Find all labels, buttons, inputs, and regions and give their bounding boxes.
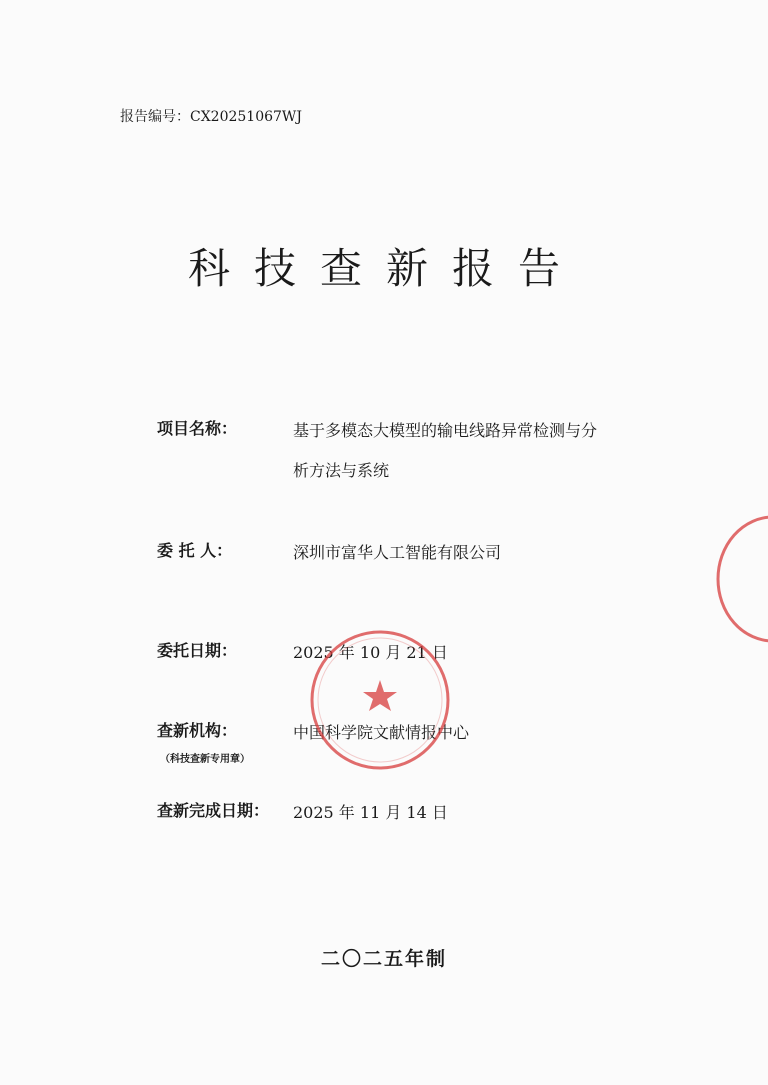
client-label: 委 托 人：	[157, 541, 233, 560]
project-name-value-line1: 基于多模态大模型的输电线路异常检测与分	[293, 421, 598, 440]
commission-date-value: 2025 年 10 月 21 日	[293, 643, 448, 662]
commission-date-label: 委托日期：	[157, 641, 238, 660]
client-value: 深圳市富华人工智能有限公司	[293, 543, 502, 562]
partial-seal-right-edge	[716, 514, 768, 644]
agency-label: 查新机构：	[157, 721, 238, 740]
report-number: 报告编号：CX20251067WJ	[120, 109, 302, 125]
page-title: 科技查新报告	[188, 244, 585, 293]
completion-date-value: 2025 年 11 月 14 日	[293, 803, 448, 822]
project-name-value-line2: 析方法与系统	[293, 461, 390, 480]
footer-year: 二〇二五年制	[320, 948, 447, 970]
agency-seal-note: （科技查新专用章）	[160, 754, 250, 765]
agency-value: 中国科学院文献情报中心	[293, 723, 470, 742]
project-name-label: 项目名称：	[157, 419, 238, 438]
completion-date-label: 查新完成日期：	[157, 801, 270, 820]
star-icon	[363, 680, 397, 711]
